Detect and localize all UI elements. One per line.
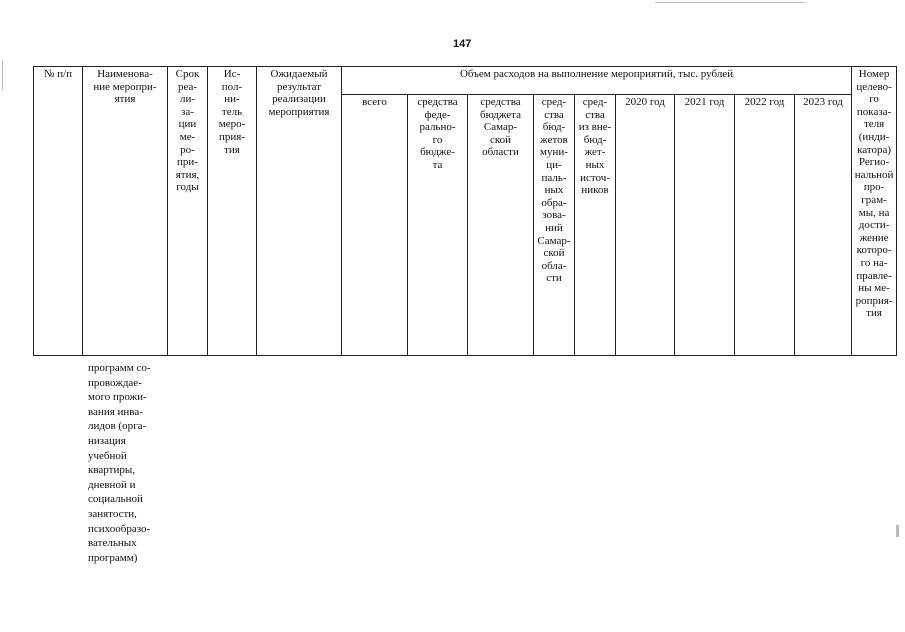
header-row-1 bbox=[34, 67, 897, 95]
sub-extrabudget-header: сред- ства из вне- бюд- жет- ных источ- ников bbox=[575, 95, 616, 356]
year-2021-header: 2021 год bbox=[675, 95, 735, 356]
col-indicator-header: Номер целево- го показа- теля (инди- катора) Регио- нальной про- грам- мы, на дости- жение которо- го на- правле- ны ме- роприя- тия bbox=[852, 67, 897, 356]
sub-municipal-header: сред- ства бюд- жетов муни- ци- паль- ных обра- зова- ний Самар- ской обла- сти bbox=[534, 95, 575, 356]
col-expenses-header: Объем расходов на выполнение мероприятий, тыс. рублей bbox=[342, 67, 852, 95]
year-2020-header: 2020 год bbox=[616, 95, 675, 356]
continuation-text: программ со- провождае- мого прожи- вания инва- лидов (орга- низация учебной квартиры, дневной и социальной занятости, психообразо- вательных программ) bbox=[88, 362, 151, 564]
sub-federal-header: средства феде- рально- го бюдже- та bbox=[408, 95, 468, 356]
col-executor-header: Ис- пол- ни- тель меро- прия- тия bbox=[208, 67, 257, 356]
scan-line-top bbox=[655, 2, 805, 3]
col-period-header: Срок реа- ли- за- ции ме- ро- при- ятия, годы bbox=[168, 67, 208, 356]
year-2022-header: 2022 год bbox=[735, 95, 795, 356]
col-number-header: № п/п bbox=[34, 67, 83, 356]
expenses-header-table bbox=[33, 66, 897, 356]
sub-total-header: всего bbox=[342, 95, 408, 356]
page-number: 147 bbox=[453, 38, 472, 50]
year-2023-header: 2023 год bbox=[795, 95, 852, 356]
scan-line-left bbox=[2, 60, 3, 90]
col-name-header: Наименова- ние меропри- ятия bbox=[83, 67, 168, 356]
scan-speck-right bbox=[896, 525, 899, 537]
sub-regional-header: средства бюджета Самар- ской области bbox=[468, 95, 534, 356]
col-result-header: Ожидаемый результат реализации мероприятия bbox=[257, 67, 342, 356]
